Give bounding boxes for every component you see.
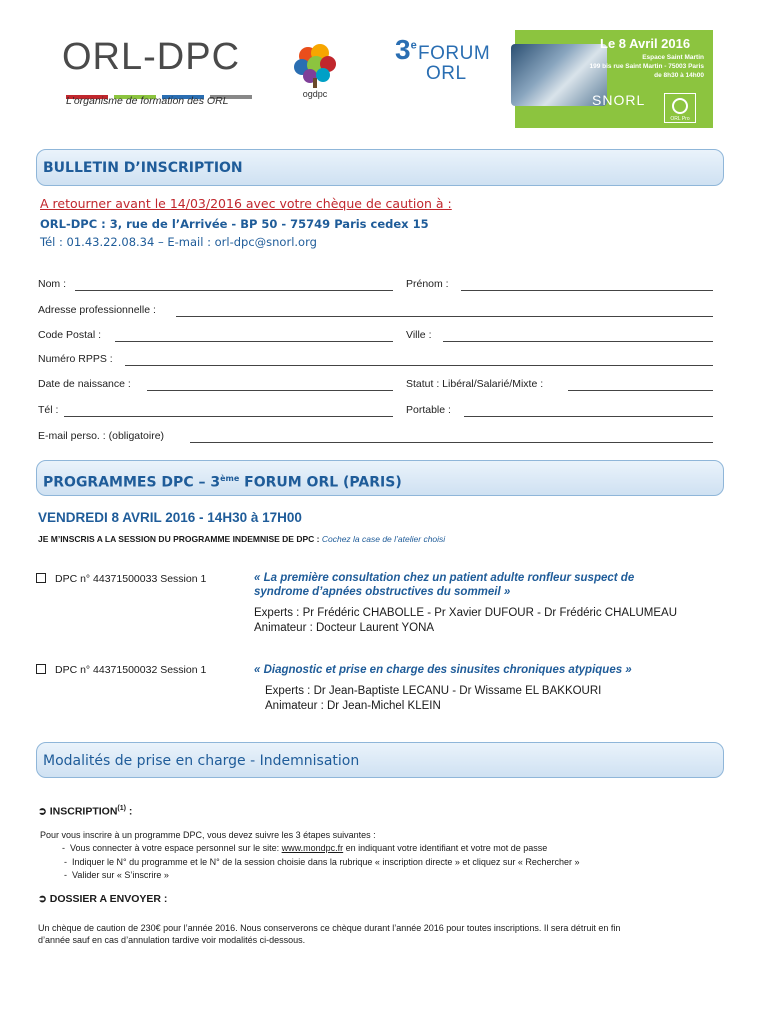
- inscription-intro: Pour vous inscrire à un programme DPC, vous devez suivre les 3 étapes suivantes :: [40, 830, 376, 840]
- session-2-title: « Diagnostic et prise en charge des sinusites chroniques atypiques »: [254, 664, 632, 676]
- session-2-animateur: Animateur : Dr Jean-Michel KLEIN: [265, 700, 441, 712]
- field-code-postal[interactable]: [115, 341, 393, 342]
- field-naissance[interactable]: [147, 390, 393, 391]
- programmes-title: PROGRAMMES DPC – 3ème FORUM ORL (PARIS): [36, 460, 724, 496]
- step-3: - Valider sur « S’inscrire »: [64, 870, 169, 880]
- ogdpc-text: ogdpc: [302, 89, 328, 99]
- label-statut: Statut : Libéral/Salarié/Mixte :: [406, 378, 544, 390]
- label-rpps: Numéro RPPS :: [38, 353, 113, 365]
- logo-color-bars: [66, 86, 266, 90]
- forum-title: FORUM ORL: [418, 43, 491, 84]
- label-prenom: Prénom :: [406, 278, 449, 290]
- ogdpc-tree-logo: [286, 40, 344, 102]
- label-ville: Ville :: [406, 329, 432, 341]
- banner-address: Espace Saint Martin 199 bis rue Saint Martin - 75003 Paris de 8h30 à 14h00: [589, 54, 704, 79]
- label-email: E-mail perso. : (obligatoire): [38, 430, 165, 442]
- label-adresse: Adresse professionnelle :: [38, 304, 156, 316]
- return-instructions: A retourner avant le 14/03/2016 avec votre chèque de caution à :: [40, 196, 452, 211]
- session-2-checkbox[interactable]: [36, 664, 46, 674]
- inscription-instruction: JE M’INSCRIS A LA SESSION DU PROGRAMME INDEMNISE DE DPC : Cochez la case de l’atelier choisi: [38, 534, 446, 544]
- session-1-dpc-number: DPC n° 44371500033 Session 1: [55, 573, 207, 585]
- arrow-right-icon: ➲: [38, 805, 47, 818]
- session-1-animateur: Animateur : Docteur Laurent YONA: [254, 622, 435, 634]
- field-adresse[interactable]: [176, 316, 713, 317]
- session-1-title: « La première consultation chez un patient adulte ronfleur suspect de syndrome d’apnées obstructives du sommeil »: [254, 572, 635, 598]
- field-email[interactable]: [190, 442, 713, 443]
- session-1-checkbox[interactable]: [36, 573, 46, 583]
- mondpc-link[interactable]: www.mondpc.fr: [281, 843, 344, 853]
- field-portable[interactable]: [464, 416, 713, 417]
- inscription-heading: ➲ INSCRIPTION$^{(1)}$ :: [38, 805, 133, 818]
- field-ville[interactable]: [443, 341, 713, 342]
- step-2: - Indiquer le N° du programme et le N° de la session choisie dans la rubrique « inscription directe » et cliquez sur « Rechercher »: [64, 857, 580, 867]
- contact-info: Tél : 01.43.22.08.34 – E-mail : orl-dpc@snorl.org: [40, 235, 317, 249]
- field-rpps[interactable]: [125, 365, 713, 366]
- forum-number: 3e: [395, 34, 417, 65]
- logo-tagline: L'organisme de formation des ORL: [66, 95, 229, 107]
- field-tel[interactable]: [64, 416, 393, 417]
- orl-pro-logo: ORL Pro: [664, 93, 696, 123]
- dossier-heading: ➲ DOSSIER A ENVOYER :: [38, 893, 168, 905]
- label-naissance: Date de naissance :: [38, 378, 131, 390]
- banner-date: Le 8 Avril 2016: [600, 36, 691, 51]
- session-2-dpc-number: DPC n° 44371500032 Session 1: [55, 664, 207, 676]
- modalites-title: Modalités de prise en charge - Indemnisation: [36, 742, 724, 778]
- inscription-hint: Cochez la case de l’atelier choisi: [321, 534, 446, 544]
- field-prenom[interactable]: [461, 290, 713, 291]
- orl-dpc-logo: ORL-DPC: [62, 36, 241, 78]
- arrow-right-icon: ➲: [38, 893, 47, 905]
- session-2-experts: Experts : Dr Jean-Baptiste LECANU - Dr Wissame EL BAKKOURI: [265, 685, 602, 697]
- label-portable: Portable :: [406, 404, 451, 416]
- field-statut[interactable]: [568, 390, 713, 391]
- session-day: VENDREDI 8 AVRIL 2016 - 14H30 à 17H00: [38, 510, 302, 525]
- postal-address: ORL-DPC : 3, rue de l’Arrivée - BP 50 - 75749 Paris cedex 15: [40, 217, 429, 231]
- snorl-logo: SNORL: [592, 92, 646, 108]
- label-nom: Nom :: [38, 278, 67, 290]
- bulletin-title: BULLETIN D’INSCRIPTION: [36, 149, 724, 186]
- cheque-text: Un chèque de caution de 230€ pour l’année 2016. Nous conserverons ce chèque durant l’année 2016 pour toutes inscriptions. Il sera détruit en fin d’année sauf en cas d’annulation tardive voir modalités ci-dessous.: [38, 923, 621, 945]
- session-1-experts: Experts : Pr Frédéric CHABOLLE - Pr Xavier DUFOUR - Dr Frédéric CHALUMEAU: [254, 607, 678, 619]
- label-tel: Tél :: [38, 404, 59, 416]
- field-nom[interactable]: [75, 290, 393, 291]
- step-1: - Vous connecter à votre espace personnel sur le site: www.mondpc.fr en indiquant votre identifiant et votre mot de passe: [62, 843, 548, 853]
- label-code-postal: Code Postal :: [38, 329, 102, 341]
